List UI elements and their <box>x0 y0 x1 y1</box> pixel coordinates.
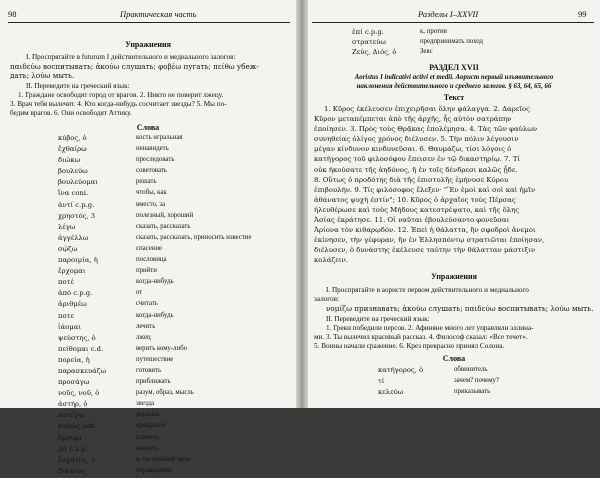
vocab-russian: и, по крайней мере <box>136 455 191 463</box>
right-page <box>308 0 600 408</box>
vocab-row <box>58 300 294 311</box>
greek-text <box>314 104 598 266</box>
left-page-number: 98 <box>8 9 17 19</box>
left-running-head: Практическая часть <box>120 9 197 19</box>
right-ex1-line: I. Проспрягайте в аористе первом действительного и медиального <box>326 286 529 294</box>
vocab-greek: κελεύω <box>378 388 404 397</box>
vocab-greek: μὰ c.a.p. <box>58 444 88 453</box>
vocab-row <box>58 245 294 256</box>
right-ex2-line: ми. 3. Ты вылечил красивый рассказ. 4. Философ сказал: «Все течет». <box>314 333 528 341</box>
vocab-russian: держать <box>136 411 160 419</box>
vocab-russian: Зевс <box>420 48 433 55</box>
greek-text-line: οὐκ ἠκούσατε τῆς ἀηδόνος, ἣ ἐν τοῖς δένδρεσι καλῶς ᾖδε. <box>314 165 518 174</box>
left-ex2-line: 3. Врач тебя вылечит. 4. Кто когда-нибудь сосчитает звезды? 5. Мы по- <box>10 100 227 108</box>
vocab-russian: лжец <box>136 333 151 341</box>
greek-text-line: 1. Κῦρος ἐκέλευσεν ἐπιχειρῆσαι ὅλην φάλαγγα. 2. Δαρεῖος <box>324 105 531 113</box>
greek-text-line: Ἀρίονα τὸν κιθαρῳδόν. 12. Ἐπεὶ ἡ θάλαττα, ἣν σφοδροὶ ἄνεμοι <box>314 226 536 235</box>
vocab-row <box>58 456 294 467</box>
vocab-row <box>58 267 294 278</box>
vocab-row <box>58 356 294 367</box>
vocab-row <box>58 445 294 456</box>
vocab-russian: преследовать <box>136 156 175 164</box>
vocab-row <box>58 201 294 212</box>
vocab-russian: разум, образ, мысль <box>136 389 194 397</box>
greek-text-line: ἐκίνησεν, τὴν γέφυραν, ἣν ἐν Ἑλλησπόντῳ στρατιῶται ἐποίησαν, <box>314 236 545 245</box>
vocab-russian: обвинитель <box>454 366 488 373</box>
vocab-greek: χρηστός, 3 <box>58 211 96 220</box>
vocab-russian: ненавидеть <box>136 145 169 153</box>
vocab-greek: κύβος, ὁ <box>58 134 87 142</box>
vocab-russian: кость игральная <box>136 134 183 141</box>
vocab-russian: путешествие <box>136 355 174 363</box>
greek-text-line: μέγαν κίνδυνον κινδυνεῦσαι. 6. Θαυμάζω, τίσι λόγοις ὁ <box>314 145 512 154</box>
vocab-russian: звезда <box>136 400 154 408</box>
left-ex1-line: παιδεύω воспитывать; ἀκούω слушать; φοβέω пугать; πείθω убеж- <box>10 62 259 71</box>
vocab-russian: готовить <box>136 366 162 374</box>
vocab-greek: διώκω <box>58 156 81 165</box>
left-section-title: Упражнения <box>125 40 171 49</box>
greek-text-line: κολάζειν. <box>314 256 348 265</box>
vocab-row <box>58 278 294 289</box>
vocab-row <box>58 189 294 200</box>
vocab-russian: пословица <box>136 256 167 264</box>
left-ex2-heading: II. Переведите на греческий язык: <box>26 82 130 90</box>
vocab-greek: ἵνα coni. <box>58 189 89 198</box>
vocab-russian: приближать <box>136 378 171 386</box>
vocab-greek: ἰάομαι <box>58 322 82 331</box>
vocab-greek: βουλεύομαι <box>58 178 98 187</box>
vocab-russian: лечить <box>136 322 156 330</box>
vocab-russian: к, против <box>420 28 447 35</box>
vocab-row <box>58 434 294 445</box>
vocab-russian: прекрасно <box>136 422 166 430</box>
vocab-russian: спасение <box>136 244 163 252</box>
vocab-greek: δικαίως <box>58 466 86 475</box>
vocab-row <box>58 223 294 234</box>
vocab-russian: верить кому-либо <box>136 344 188 352</box>
vocab-russian: сказать, рассказать, приносить известие <box>136 233 252 241</box>
vocab-greek: πείθομαι c.d. <box>58 344 104 353</box>
vocab-greek: στρατεύω <box>352 38 386 46</box>
vocab-russian: справедливо <box>136 466 173 474</box>
left-exercise-2 <box>10 82 292 118</box>
vocab-row <box>58 367 294 378</box>
right-exercises-title: Упражнения <box>431 272 477 281</box>
vocab-row <box>378 377 588 388</box>
vocab-greek: λέγω <box>58 222 76 231</box>
vocab-russian: сказать, рассказать <box>136 222 191 230</box>
left-ex1-line: I. Проспрягайте в futurum I действительного и медиального залогов: <box>26 53 236 61</box>
vocab-russian: предпринимать поход <box>420 38 483 45</box>
section-subtitle <box>312 74 596 91</box>
vocab-greek: ἀστήρ, ὁ <box>58 400 88 409</box>
vocab-russian: когда-нибудь <box>136 278 174 286</box>
vocab-greek: ποτε <box>58 311 74 320</box>
vocab-greek: καλῶς adv. <box>58 422 97 431</box>
vocab-row <box>58 312 294 323</box>
section-subtitle-line: наклонения действительного и среднего залогов. § 63, 64, 65, 66 <box>356 82 552 90</box>
vocab-row <box>58 156 294 167</box>
section-heading: РАЗДЕЛ XVII <box>429 63 479 72</box>
greek-text-line: ἀθάνατος ψυχὴ ἐστίν"; 10. Κῦρος ὁ ἀρχαῖος τοὺς Πέρσας <box>314 195 516 204</box>
vocab-row <box>58 256 294 267</box>
vocab-row <box>58 289 294 300</box>
vocab-russian: клянусь <box>136 444 159 452</box>
vocab-row <box>352 28 592 38</box>
left-vocab-list <box>58 134 294 478</box>
right-header-rule <box>312 22 594 23</box>
right-ex1-line: залогов: <box>314 295 340 303</box>
right-top-vocab <box>352 28 592 58</box>
vocab-row <box>58 467 294 478</box>
left-vocab-title: Слова <box>136 123 160 132</box>
greek-text-line: ἐποίησεν. 3. Πρὸς τοὺς Θρᾷκας ἐπολέμησα. 4. Τὰς τῶν φαύλων <box>314 125 538 134</box>
vocab-row <box>352 48 592 58</box>
book-gutter <box>296 0 308 408</box>
vocab-greek: ποτέ <box>58 278 74 287</box>
vocab-greek: ἀντί c.p.g. <box>58 200 95 209</box>
vocab-greek: παρασκευάζω <box>58 366 106 375</box>
vocab-greek: νοῦς, νοῦ, ὁ <box>58 389 100 398</box>
vocab-row <box>58 134 294 145</box>
greek-text-line: ἠλευθέρωσε καὶ τοὺς Μήδους κατεστρέψατο, καὶ τῆς ὅλης <box>314 205 520 214</box>
vocab-russian: от <box>136 289 143 297</box>
vocab-greek: βουλεύω <box>58 167 88 176</box>
right-ex2-line: 1. Греки победили персов. 2. Афинянe много лет управляли эллина- <box>326 324 534 332</box>
vocab-russian: чтобы, как <box>136 189 167 197</box>
vocab-russian: советовать <box>136 167 167 175</box>
left-exercise-1 <box>10 53 292 80</box>
vocab-row <box>378 366 588 377</box>
vocab-russian: вместо, за <box>136 200 165 208</box>
greek-text-line: ἐπιβουλήν. 9. Τίς φιλόσοφος ἔλεξεν· "Ἓν ἐμοὶ καὶ σοὶ καὶ ἡμῖν <box>314 185 536 194</box>
vocab-greek: παροιμία, ἡ <box>58 256 98 265</box>
vocab-russian: полезный, хороший <box>136 211 194 219</box>
vocab-greek: προσάγω <box>58 378 90 387</box>
vocab-greek: Ζεύς, Διός, ὁ <box>352 48 397 56</box>
right-bottom-vocab <box>378 366 588 399</box>
greek-text-line: Ἀσίας ἐκράτησε. 11. Οἱ ναῦται ἐβουλεύσαντο φονεῦσαι <box>314 216 510 225</box>
text-label: Текст <box>443 93 465 102</box>
vocab-row <box>58 345 294 356</box>
right-page-number: 99 <box>578 9 587 19</box>
vocab-greek: ἔσχατος, 3 <box>58 455 96 464</box>
vocab-russian: решать <box>136 178 157 186</box>
right-ex1-line: νομίζω признавать; ἀκούω слушать; παιδεύω воспитывать; λούω мыть. <box>326 304 594 313</box>
vocab-row <box>58 178 294 189</box>
greek-text-line: συνηθείας ὀλίγος χρόνος διέλυσεν. 5. Τὴν πόλιν λέγουσιν <box>314 135 519 144</box>
right-exercise-1 <box>314 286 598 313</box>
greek-text-line: κατήγορος τοῦ φιλοσόφου ἔπεισεν ἐν τῷ δικαστηρίῳ. 7. Τί <box>314 155 521 164</box>
right-ex2-heading: II. Переведите на греческий язык: <box>326 315 430 323</box>
vocab-greek: ὄμνυμι <box>58 433 82 442</box>
left-ex2-line: бедим врагов. 6. Они освободят Аттику. <box>10 109 132 117</box>
left-ex2-line: 1. Граждане освободят город от врагов. 2. Никто не поверит лжецу. <box>18 91 224 99</box>
vocab-row <box>58 411 294 422</box>
vocab-row <box>352 38 592 48</box>
vocab-russian: считать <box>136 300 158 308</box>
vocab-row <box>58 234 294 245</box>
vocab-row <box>58 334 294 345</box>
vocab-greek: ἀγγέλλω <box>58 233 89 242</box>
right-vocab-title: Слова <box>442 354 466 363</box>
vocab-row <box>58 400 294 411</box>
vocab-russian: прийти <box>136 267 157 275</box>
section-subtitle-line: Aoristus I indicativi activi et medii. Аорист первый изъявительного <box>354 74 554 81</box>
vocab-russian: когда-нибудь <box>136 311 174 319</box>
right-ex2-line: 5. Воины начали сражение. 6. Крез прекрасно принял Солона. <box>314 342 505 350</box>
vocab-russian: зачем? почему? <box>454 377 499 385</box>
vocab-greek: σῴζω <box>58 244 78 253</box>
vocab-russian: клянусь <box>136 433 159 441</box>
vocab-row <box>58 422 294 433</box>
vocab-greek: ἀπό c.p.g. <box>58 289 93 298</box>
vocab-greek: ἔχθαίρω <box>58 145 87 154</box>
vocab-row <box>58 323 294 334</box>
left-header-rule <box>8 22 290 23</box>
vocab-greek: τί <box>378 377 385 386</box>
vocab-row <box>58 167 294 178</box>
vocab-greek: ἔρχομαι <box>58 267 86 276</box>
vocab-greek: κατέχω <box>58 411 84 420</box>
greek-text-line: διέλυσεν, ὁ δυνάστης ἐκέλευσε ταύτην τὴν θάλατταν μάστιξιν <box>314 246 536 255</box>
vocab-row <box>58 212 294 223</box>
greek-text-line: Κῦρον μεταπέμπεται ἀπὸ τῆς ἀρχῆς, ἧς αὐτὸν σατράπην <box>314 115 512 124</box>
vocab-greek: κατήγορος, ὁ <box>378 366 424 374</box>
left-page <box>0 0 296 475</box>
vocab-row <box>58 145 294 156</box>
vocab-row <box>58 378 294 389</box>
right-exercise-2 <box>314 315 598 351</box>
vocab-greek: πορεία, ἡ <box>58 355 90 364</box>
left-ex1-line: дать; λούω мыть. <box>10 71 75 80</box>
right-running-head: Разделы I–XXVII <box>418 9 479 19</box>
vocab-row <box>58 389 294 400</box>
vocab-greek: ψεύστης, ὁ <box>58 333 96 342</box>
vocab-row <box>378 388 588 399</box>
vocab-greek: ἐπί c.p.g. <box>352 28 384 36</box>
vocab-greek: ἀριθμέω <box>58 300 87 309</box>
greek-text-line: 8. Οὕτως ὁ προδότης διὰ τῆς ἐπιστολῆς ἐμήνυσε Κύρου <box>314 175 509 184</box>
vocab-russian: приказывать <box>454 388 491 396</box>
